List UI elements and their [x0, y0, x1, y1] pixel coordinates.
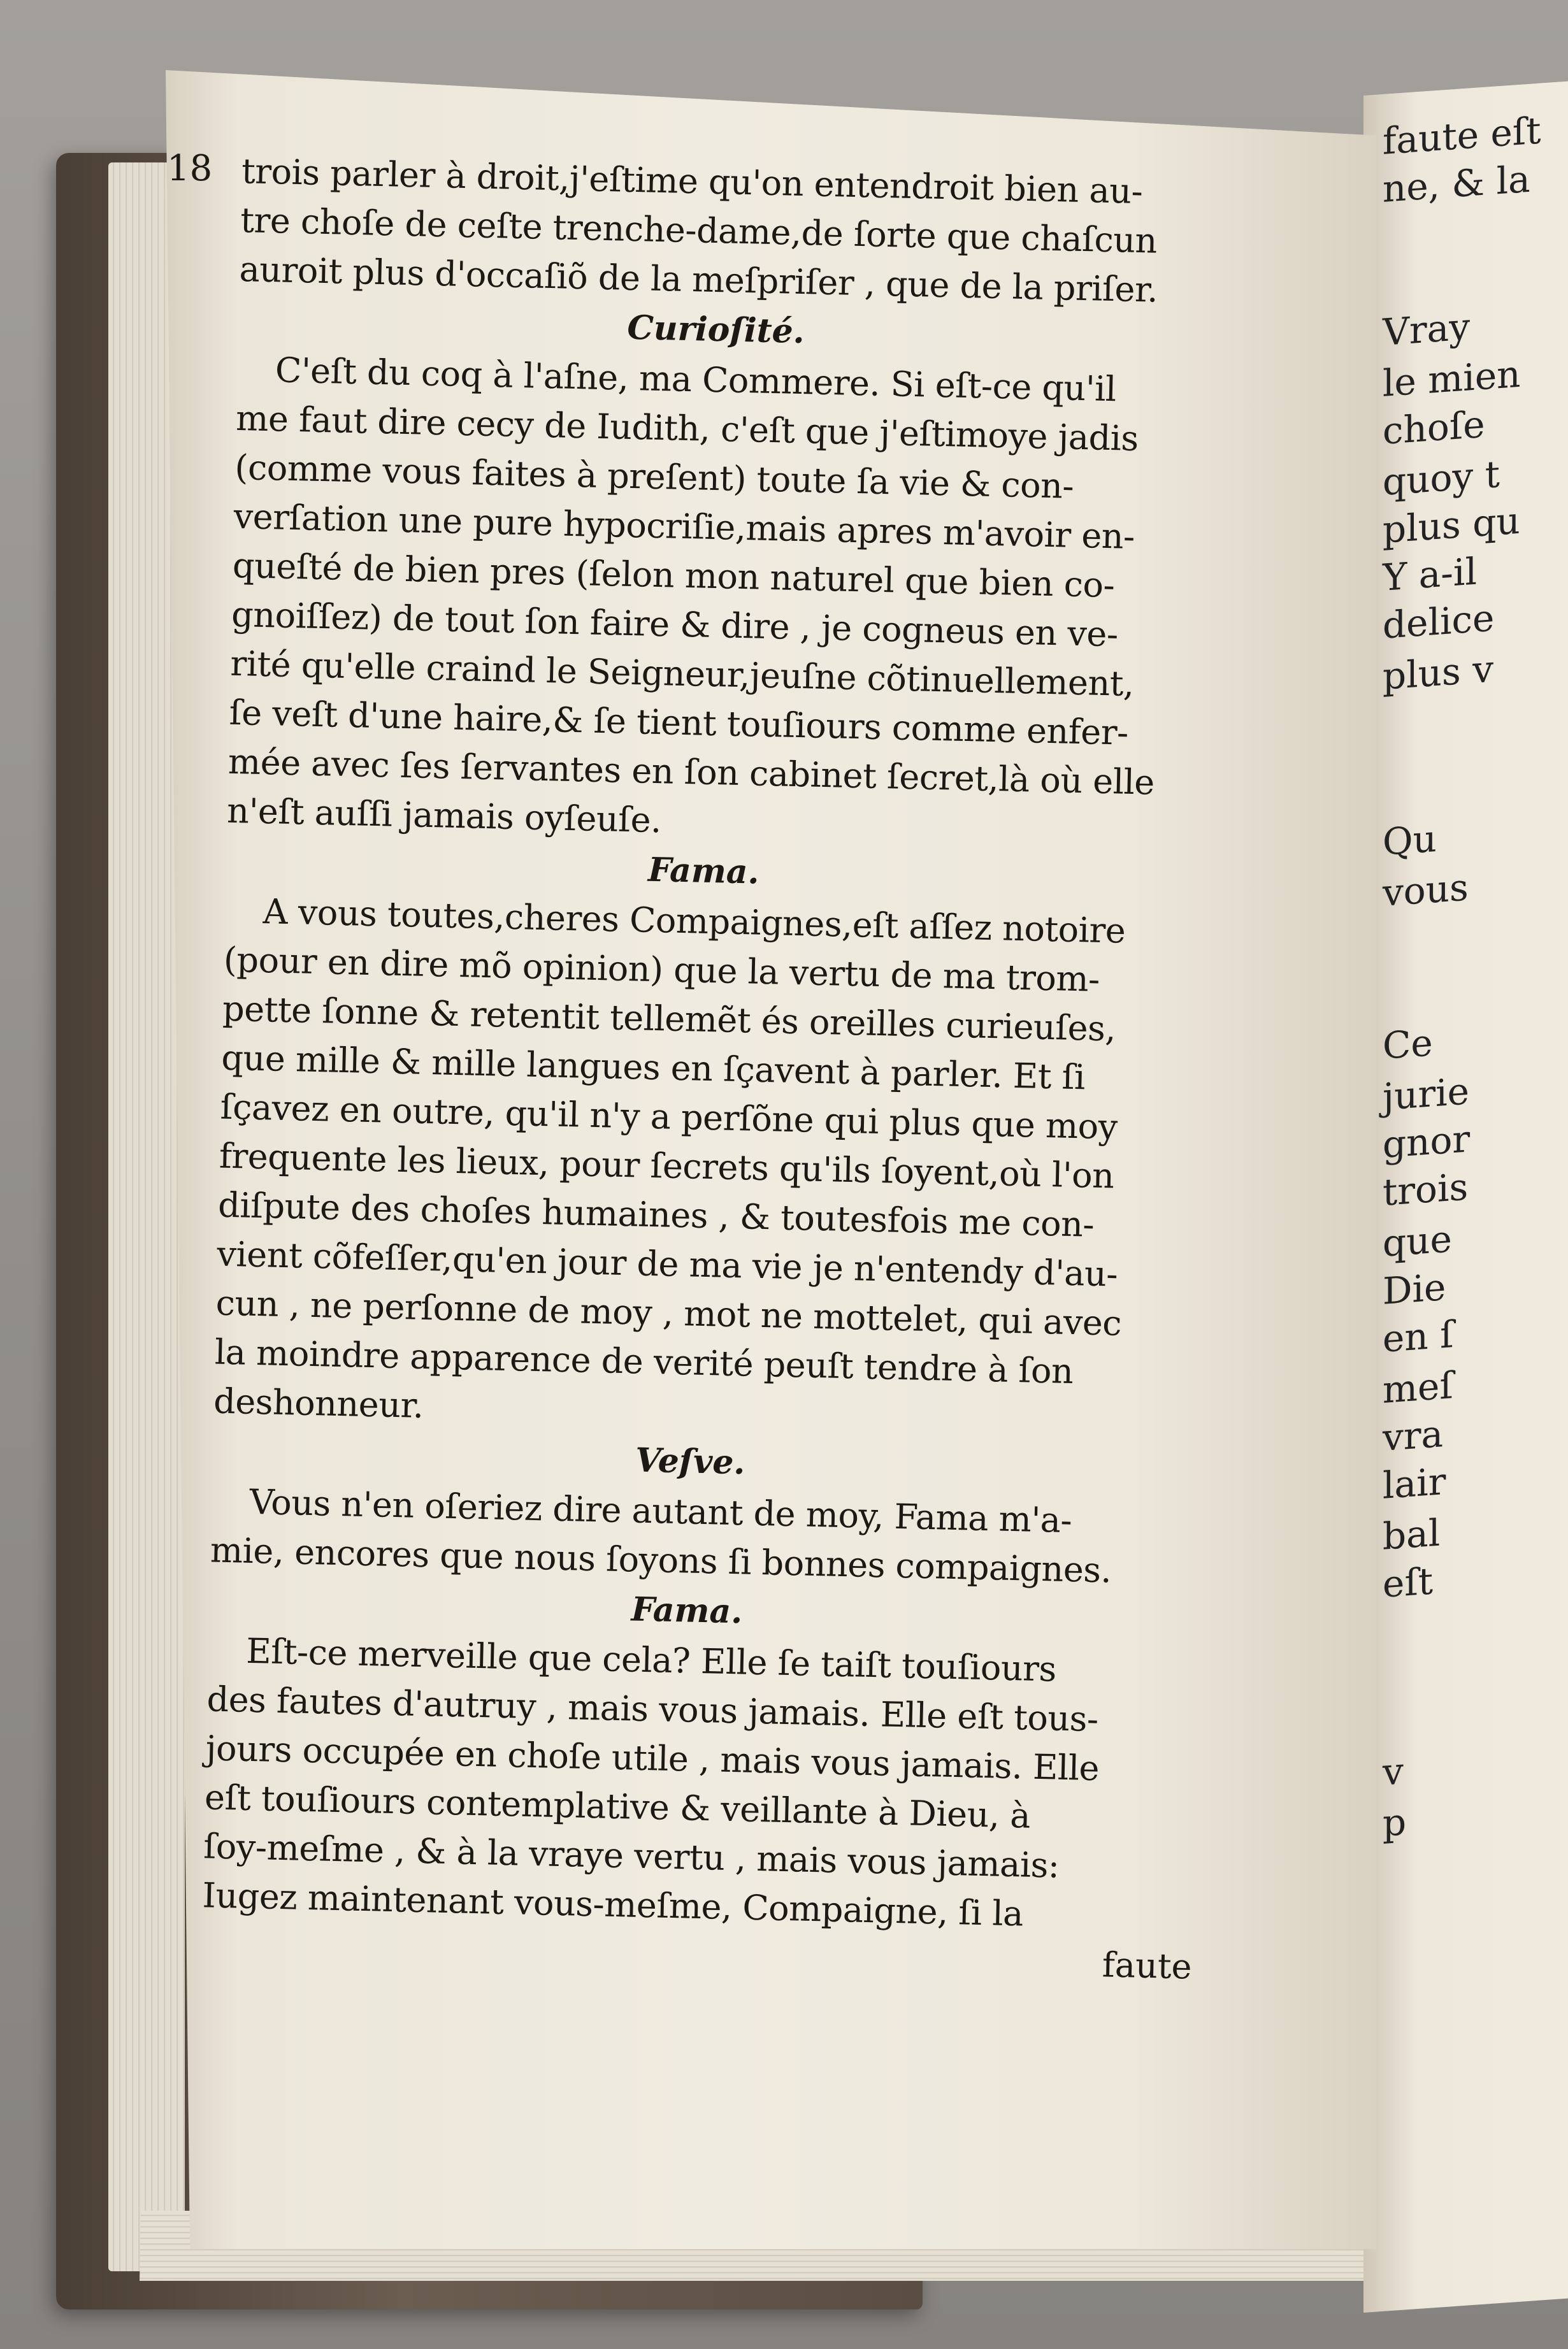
text-line: ſçavez en outre, qu'il n'y a perſõne qui plus que moy — [220, 1086, 1118, 1147]
text-line: (pour en dire mõ opinion) que la vertu de ma trom- — [223, 939, 1100, 1000]
text-line: Vous n'en oſeriez dire autant de moy, Fama m'a- — [249, 1481, 1072, 1541]
facing-page-fragment: gnor — [1383, 1117, 1471, 1167]
text-line: trois parler à droit,j'eſtime qu'on entendroit bien au- — [241, 150, 1143, 212]
facing-page-fragment: en ſ — [1383, 1312, 1454, 1361]
text-line: auroit plus d'occaſiõ de la meſpriſer , que de la priſer. — [238, 248, 1158, 310]
text-line: des fautes d'autruy , mais vous jamais. Elle eſt tous- — [206, 1679, 1099, 1740]
text-line: frequente les lieux, pour ſecrets qu'ils ſoyent,où l'on — [219, 1135, 1115, 1196]
text-line: eſt touſiours contemplative & veillante à Dieu, à — [204, 1777, 1031, 1836]
text-line: (comme vous faites à preſent) toute ſa vie & con- — [234, 447, 1074, 506]
speaker-heading: Fama. — [631, 1590, 744, 1632]
facing-page-fragment: choſe — [1383, 402, 1485, 453]
facing-page-fragment: plus v — [1383, 647, 1493, 698]
facing-page-fragment: plus qu — [1383, 498, 1520, 552]
speaker-heading: Curioſité. — [626, 308, 805, 352]
text-line: mie, encores que nous ſoyons ſi bonnes compaignes. — [210, 1530, 1112, 1591]
speaker-heading: Veſve. — [635, 1440, 746, 1483]
facing-page-fragment: meſ — [1383, 1363, 1453, 1412]
page-number: 18 — [167, 148, 213, 189]
text-line: vient cõfeſſer,qu'en jour de ma vie je n'entendy d'au- — [216, 1233, 1118, 1295]
text-line: C'eſt du coq à l'aſne, ma Commere. Si eſt-ce qu'il — [275, 350, 1117, 410]
text-line: gnoiſſez) de tout ſon faire & dire , je cogneus en ve- — [231, 594, 1119, 655]
text-line: cun , ne perſonne de moy , mot ne mottelet, qui avec — [215, 1282, 1122, 1344]
facing-page-fragment: Vray — [1383, 305, 1470, 354]
facing-page-fragment: Die — [1383, 1265, 1446, 1313]
text-line: ſe veſt d'une haire,& ſe tient touſiours comme enfer- — [229, 692, 1129, 753]
facing-page-fragment: vra — [1383, 1412, 1444, 1460]
facing-page-fragment: Qu — [1383, 816, 1437, 864]
facing-page-fragment: quoy t — [1383, 452, 1500, 504]
text-line: n'eſt auſſi jamais oyſeuſe. — [226, 790, 662, 841]
text-line: pette ſonne & retentit tellemẽt és oreilles curieuſes, — [222, 988, 1116, 1049]
text-line: me faut dire cecy de Iudith, c'eſt que j'eſtimoye jadis — [235, 398, 1139, 459]
text-line: Eſt-ce merveille que cela? Elle ſe taiſt touſiours — [245, 1630, 1057, 1690]
text-line: ſoy-meſme , & à la vraye vertu , mais vous jamais: — [203, 1826, 1060, 1886]
facing-page-fragment: ne, & la — [1383, 157, 1530, 211]
text-line: jours occupée en choſe utile , mais vous jamais. Elle — [205, 1728, 1100, 1789]
facing-page-fragment: eſt — [1383, 1559, 1434, 1606]
facing-page-fragment: v — [1383, 1749, 1404, 1794]
facing-page-fragment: le mien — [1383, 352, 1521, 405]
text-line: deshonneur. — [213, 1381, 424, 1426]
facing-page-fragment: delice — [1383, 596, 1495, 647]
text-line: tre choſe de ceſte trenche-dame,de ſorte que chaſcun — [240, 199, 1158, 261]
facing-page-fragment: vous — [1383, 865, 1469, 915]
text-line: Iugez maintenant vous-meſme, Compaigne, ſi la — [201, 1875, 1024, 1934]
facing-page-fragment: lair — [1383, 1459, 1446, 1507]
facing-page-fragment: Y a-il — [1383, 549, 1478, 600]
catchword: faute — [1102, 1944, 1193, 1987]
text-line: rité qu'elle craind le Seigneur,jeuſne cõtinuellement, — [229, 643, 1135, 704]
text-line: mée avec ſes ſervantes en ſon cabinet ſecret,là où elle — [227, 741, 1155, 803]
speaker-heading: Fama. — [647, 850, 760, 892]
facing-page-fragment: p — [1383, 1800, 1407, 1845]
text-line: diſpute des choſes humaines , & toutesfois me con- — [217, 1184, 1095, 1245]
text-line: la moindre apparence de verité peuſt tendre à ſon — [214, 1332, 1074, 1392]
text-line: A vous toutes,cheres Compaignes,eſt aſſez notoire — [263, 891, 1126, 951]
facing-page-fragment: faute eſt — [1383, 108, 1541, 163]
text-line: queſté de bien pres (ſelon mon naturel que bien co- — [232, 545, 1115, 606]
facing-page-fragment: Ce — [1383, 1021, 1433, 1068]
text-line: que mille & mille langues en ſçavent à parler. Et ſi — [220, 1037, 1086, 1098]
facing-page-fragment: bal — [1383, 1511, 1441, 1558]
facing-page-fragment: jurie — [1383, 1069, 1469, 1119]
text-line: verſation une pure hypocriſie,mais apres m'avoir en- — [233, 496, 1135, 557]
facing-page-fragment: trois — [1383, 1165, 1469, 1214]
page-text — [201, 147, 1439, 1996]
facing-page-fragment: que — [1383, 1217, 1452, 1265]
